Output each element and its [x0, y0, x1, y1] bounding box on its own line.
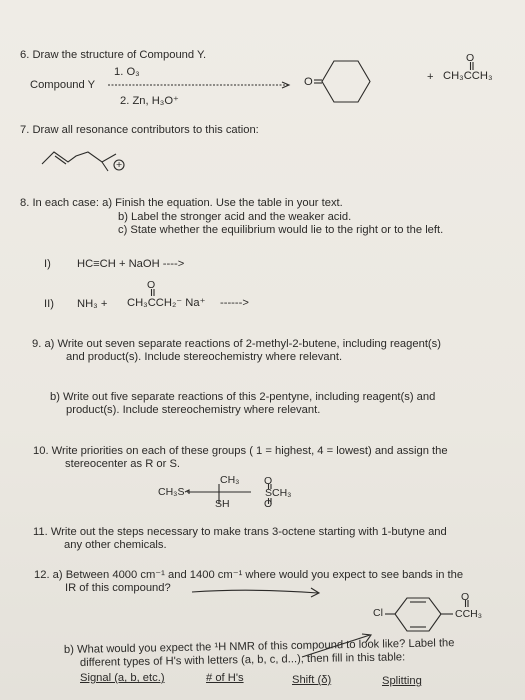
q12-chloro: Cl	[373, 607, 383, 619]
q8-prompt: 8. In each case: a) Finish the equation. Use the table in your text.	[20, 197, 343, 209]
q8-ii-ammonia: NH₃ +	[77, 298, 108, 310]
q7-cation-charge: +	[116, 159, 123, 171]
q9-b-line1: b) Write out five separate reactions of this 2-pentyne, including reagent(s) and	[50, 391, 436, 403]
nmr-table-col-signal: Signal (a, b, etc.)	[80, 672, 165, 684]
q6-prompt: 6. Draw the structure of Compound Y.	[20, 49, 207, 61]
nmr-table-col-splitting: Splitting	[382, 675, 422, 687]
q12-b-line2: different types of H's with letters (a, b, c, d...), then fill in this table:	[79, 651, 406, 669]
q10-line2: stereocenter as R or S.	[65, 458, 181, 470]
q12-acyl-group: CCH₃	[455, 608, 483, 620]
q8-part-b: b) Label the stronger acid and the weaker acid.	[118, 211, 352, 223]
q12-a-line1: 12. a) Between 4000 cm⁻¹ and 1400 cm⁻¹ where would you expect to see bands in the	[34, 569, 464, 581]
q6-compound-y: Compound Y	[30, 79, 96, 91]
nmr-table-col-count: # of H's	[206, 672, 244, 684]
q9-b-line2: product(s). Include stereochemistry where relevant.	[66, 404, 321, 416]
q8-ii-carbonyl-oxygen: O	[147, 279, 156, 291]
q6-reagent-zn: 2. Zn, H₃O⁺	[120, 95, 179, 107]
q8-i-number: I)	[44, 258, 51, 270]
q6-acetone-oxygen: O	[466, 52, 475, 64]
q10-thioester-bottom-oxygen: O	[264, 498, 273, 510]
q12-a-line2: IR of this compound?	[65, 582, 171, 594]
q6-reaction-arrow	[108, 80, 298, 90]
q6-acetone: CH₃CCH₃	[443, 70, 493, 82]
q6-reagent-ozone: 1. O₃	[114, 66, 140, 78]
q10-thioester-top-oxygen: O	[264, 475, 273, 487]
q6-plus: +	[427, 71, 434, 83]
q7-prompt: 7. Draw all resonance contributors to this cation:	[20, 124, 259, 136]
q6-ketone-oxygen: O	[304, 76, 313, 88]
q10-bottom-thiol: SH	[215, 498, 230, 510]
q8-i-equation: HC≡CH + NaOH ---->	[77, 258, 185, 270]
nmr-table-col-shift: Shift (δ)	[292, 674, 332, 686]
q10-right-thioester: SCH₃	[265, 487, 292, 499]
q8-ii-enolate: CH₃CCH₂⁻ Na⁺	[127, 297, 206, 309]
q9-a-line2: and product(s). Include stereochemistry where relevant.	[66, 351, 343, 363]
q10-left-methylthio: CH₃S	[158, 486, 185, 498]
q10-top-methyl: CH₃	[220, 474, 240, 486]
q8-ii-number: II)	[44, 298, 54, 310]
q11-line2: any other chemicals.	[64, 539, 167, 551]
q9-a-line1: 9. a) Write out seven separate reactions of 2-methyl-2-butene, including reagent(s)	[32, 338, 441, 350]
q8-ii-arrow: ------>	[220, 297, 249, 309]
q12-pointer-arrow	[190, 586, 325, 602]
q12-b-line1: b) What would you expect the ¹H NMR of this compound to look like? Label the	[63, 637, 455, 656]
q11-line1: 11. Write out the steps necessary to make trans 3-octene starting with 1-butyne and	[33, 526, 447, 538]
q10-line1: 10. Write priorities on each of these groups ( 1 = highest, 4 = lowest) and assign the	[33, 445, 448, 457]
cyclohexanone-structure	[314, 57, 374, 107]
q8-part-c: c) State whether the equilibrium would lie to the right or to the left.	[118, 224, 444, 236]
chloroacetophenone-ring	[385, 596, 465, 636]
q12-acyl-oxygen: O	[461, 591, 470, 603]
